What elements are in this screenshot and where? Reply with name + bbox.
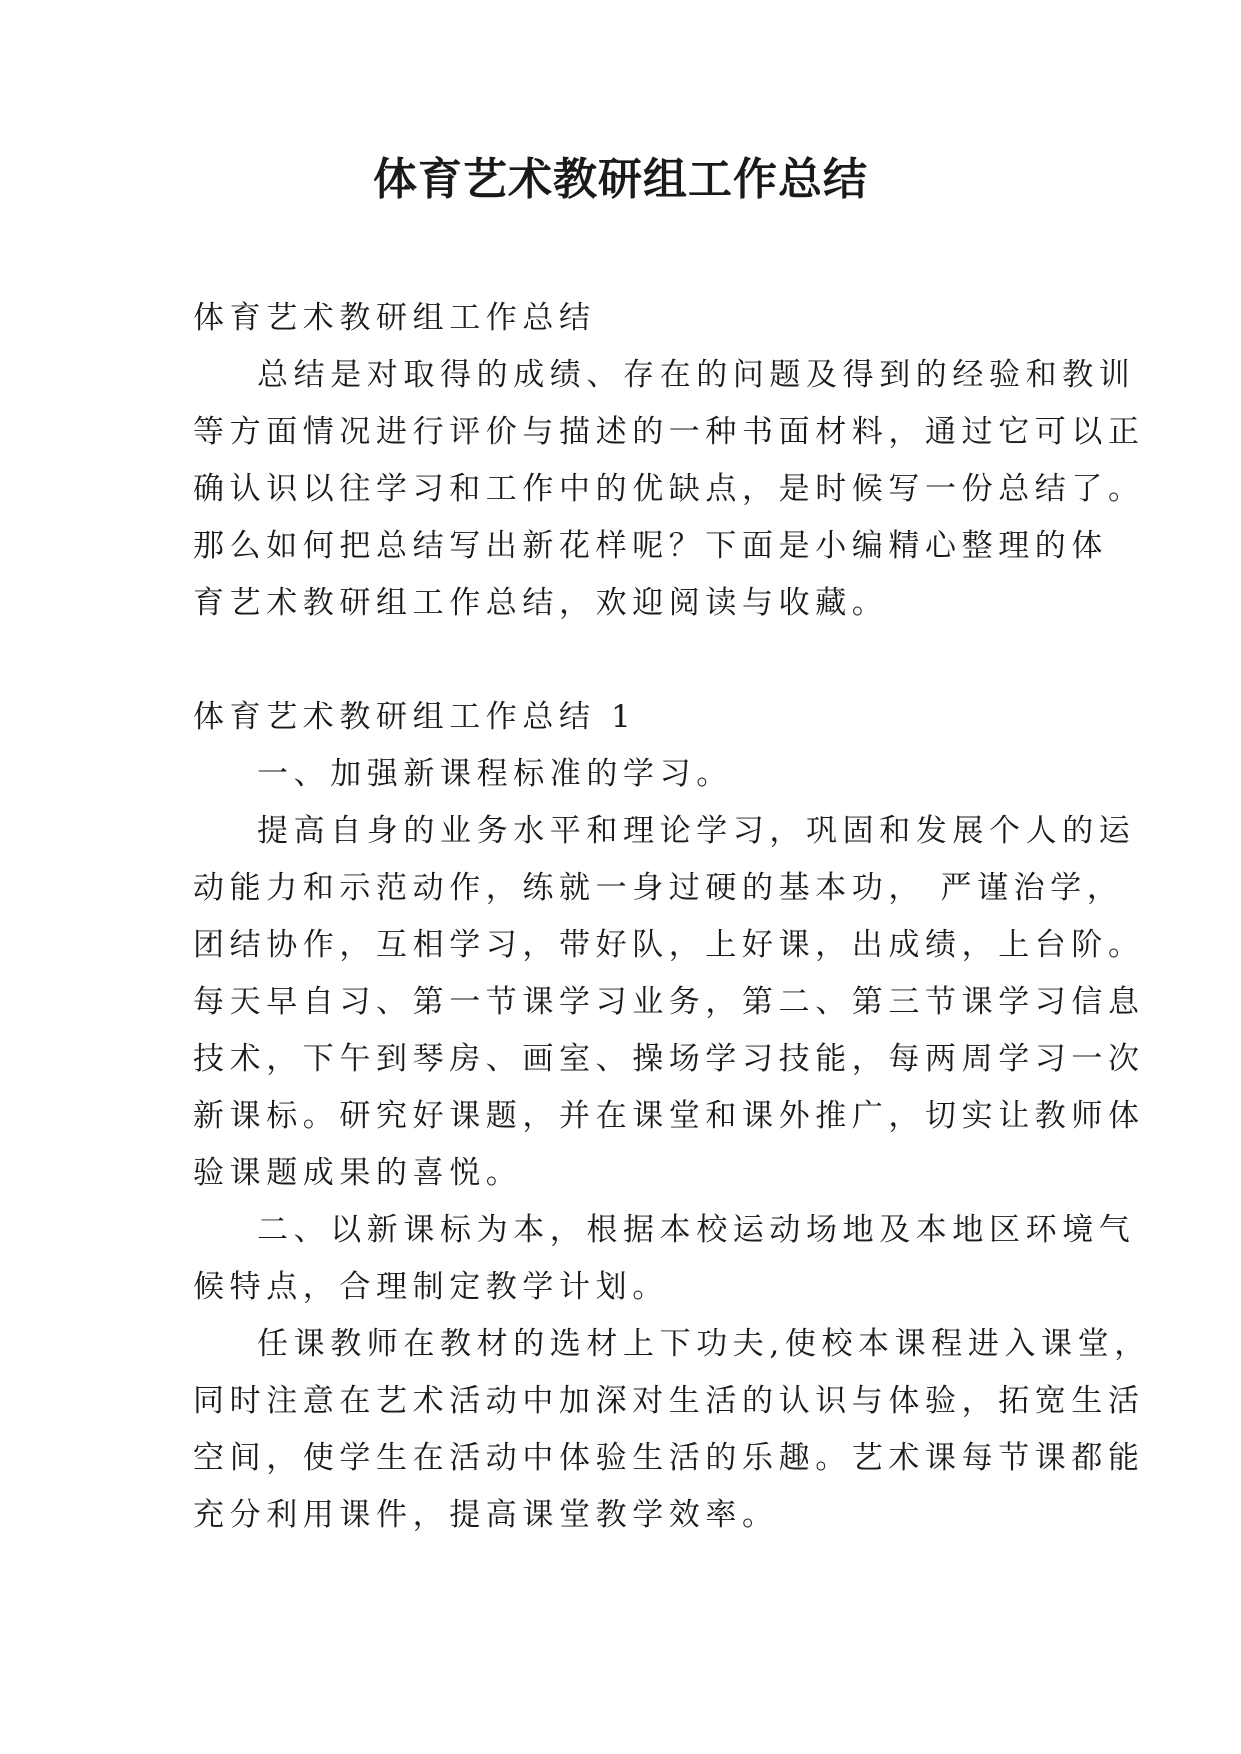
paragraph-line: 动能力和示范动作，练就一身过硬的基本功， 严谨治学， <box>193 870 1124 906</box>
paragraph-line: 育艺术教研组工作总结，欢迎阅读与收藏。 <box>193 585 889 621</box>
subtitle-line: 体育艺术教研组工作总结 <box>193 300 596 336</box>
paragraph-line: 总结是对取得的成绩、存在的问题及得到的经验和教训 <box>257 357 1136 393</box>
paragraph-line: 空间，使学生在活动中体验生活的乐趣。艺术课每节课都能 <box>193 1440 1145 1476</box>
paragraph-line: 一、加强新课程标准的学习。 <box>257 756 733 792</box>
paragraph-line: 候特点，合理制定教学计划。 <box>193 1269 669 1305</box>
paragraph-line: 任课教师在教材的选材上下功夫,使校本课程进入课堂， <box>257 1326 1151 1362</box>
paragraph-line: 技术，下午到琴房、画室、操场学习技能，每两周学习一次 <box>193 1041 1145 1077</box>
paragraph-line: 充分利用课件，提高课堂教学效率。 <box>193 1497 779 1533</box>
paragraph-line: 同时注意在艺术活动中加深对生活的认识与体验，拓宽生活 <box>193 1383 1145 1419</box>
paragraph-line: 等方面情况进行评价与描述的一种书面材料，通过它可以正 <box>193 414 1145 450</box>
paragraph-line: 确认识以往学习和工作中的优缺点，是时候写一份总结了。 <box>193 471 1145 507</box>
paragraph-line: 验课题成果的喜悦。 <box>193 1155 523 1191</box>
document-title: 体育艺术教研组工作总结 <box>373 154 868 205</box>
section-heading: 体育艺术教研组工作总结 1 <box>193 699 637 735</box>
paragraph-line: 那么如何把总结写出新花样呢？下面是小编精心整理的体 <box>193 528 1108 564</box>
paragraph-line: 二、以新课标为本，根据本校运动场地及本地区环境气 <box>257 1212 1136 1248</box>
paragraph-line: 每天早自习、第一节课学习业务，第二、第三节课学习信息 <box>193 984 1145 1020</box>
paragraph-line: 团结协作，互相学习，带好队，上好课，出成绩，上台阶。 <box>193 927 1145 963</box>
blank-line <box>193 632 1073 689</box>
paragraph-line: 提高自身的业务水平和理论学习，巩固和发展个人的运 <box>257 813 1136 849</box>
paragraph-line: 新课标。研究好课题，并在课堂和课外推广，切实让教师体 <box>193 1098 1145 1134</box>
document-body <box>193 290 1151 1544</box>
